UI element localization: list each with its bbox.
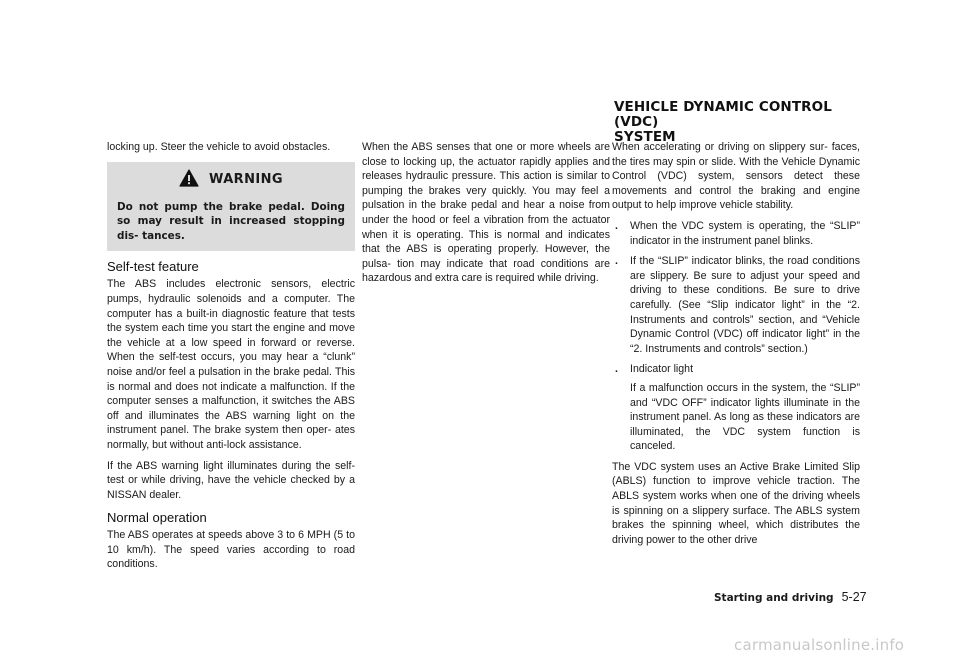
warning-text: Do not pump the brake pedal. Doing so may result in increased stopping dis- tances.: [117, 200, 345, 242]
list-item: [612, 362, 860, 454]
vdc-bullet-list: [612, 219, 860, 454]
bullet-dot: .: [615, 219, 618, 232]
self-test-heading: Self-test feature: [107, 259, 199, 275]
watermark: carmanualsonline.info: [734, 636, 905, 654]
abs-actuator-paragraph: When the ABS senses that one or more wheels are close to locking up, the actuator rapidly applies and releases hydraulic pressure. This action is similar to pumping the brakes very quickly. You may feel a pulsation in the brake pedal and hear a noise from under the hood or feel a vibration from the actuator when it is operating. This is normal and indicates that the ABS is operating properly. However, the pulsa- tion may indicate that road conditions are hazardous and extra care is required while driving.: [362, 141, 610, 285]
page-footer: [714, 590, 867, 604]
warning-triangle-icon: [179, 169, 199, 192]
intro-text: locking up. Steer the vehicle to avoid obstacles.: [107, 141, 331, 153]
list-item: [612, 254, 860, 356]
abls-paragraph: The VDC system uses an Active Brake Limited Slip (ABLS) function to improve vehicle traction. The ABLS system works when one of the driving wheels is spinning on a slippery surface. The ABLS system brakes the spinning wheel, which distributes the driving power to the other drive: [612, 460, 860, 546]
bullet-title: Indicator light: [630, 363, 694, 376]
bullet-dot: .: [615, 255, 618, 268]
bullet-text: If a malfunction occurs in the system, the “SLIP” and “VDC OFF” indicator lights illuminate in the instrument panel. As long as these indicators are illuminated, the VDC system function is canceled.: [630, 381, 860, 453]
page-number: 5-27: [841, 590, 867, 604]
section-title-line2: SYSTEM: [614, 129, 676, 145]
normal-operation-paragraph: The ABS operates at speeds above 3 to 6 MPH (5 to 10 km/h). The speed varies according to road conditions.: [107, 529, 355, 571]
self-test-paragraph-1: The ABS includes electronic sensors, electric pumps, hydraulic solenoids and a computer. The computer has a built-in diagnostic feature that tests the system each time you start the engine and move the vehicle at a low speed in forward or reverse. When the self-test occurs, you may hear a “clunk” noise and/or feel a pulsation in the brake pedal. This is normal and does not indicate a malfunction. If the computer senses a malfunction, it switches the ABS off and illuminates the ABS warning light on the instrument panel. The brake system then oper- ates normally, but without anti-lock assistance.: [107, 278, 355, 451]
section-title: [614, 100, 874, 145]
warning-title: WARNING: [209, 172, 283, 188]
warning-header: [117, 168, 345, 194]
warning-box: [107, 162, 355, 252]
column-middle: [362, 140, 610, 292]
bullet-text: If the “SLIP” indicator blinks, the road conditions are slippery. Be sure to adjust your speed and driving to these conditions. Be sure to drive carefully. (See “Slip indicator light” in the “2. Instruments and controls” section, and “Vehicle Dynamic Control (VDC) off indicator light” in the “2. Instruments and controls” section.): [630, 255, 860, 355]
normal-operation-heading: Normal operation: [107, 510, 207, 526]
vdc-intro-paragraph: When accelerating or driving on slippery sur- faces, the tires may spin or slide. With the Vehicle Dynamic Control (VDC) system, sensors detect these movements and control the braking and engine output to help improve vehicle stability.: [612, 141, 860, 212]
column-left: [107, 140, 355, 578]
bullet-dot: .: [615, 363, 618, 376]
list-item: [612, 219, 860, 248]
section-title-line1: VEHICLE DYNAMIC CONTROL (VDC): [614, 99, 832, 130]
bullet-text: When the VDC system is operating, the “SLIP” indicator in the instrument panel blinks.: [630, 219, 860, 247]
column-right: [612, 140, 860, 553]
footer-section-label: Starting and driving: [714, 592, 834, 604]
self-test-paragraph-2: If the ABS warning light illuminates during the self-test or while driving, have the vehicle checked by a NISSAN dealer.: [107, 459, 355, 501]
